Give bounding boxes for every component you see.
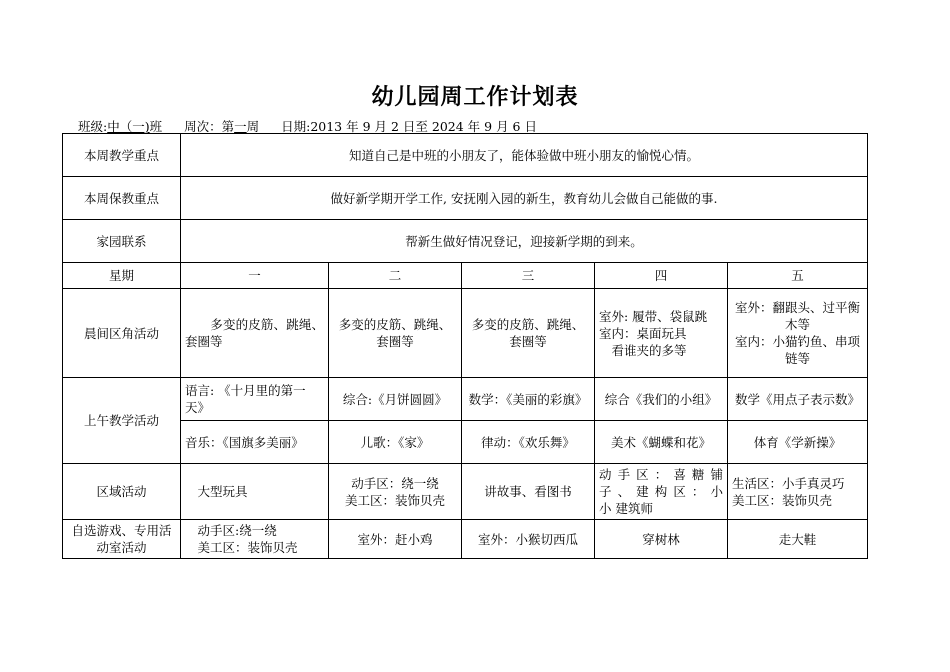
summary-row: [63, 220, 868, 263]
row-label: 本周教学重点: [63, 134, 181, 177]
weekday-header-row: [63, 263, 868, 289]
activity-cell: [329, 464, 462, 520]
activity-cell: 综合《我们的小组》: [595, 378, 728, 421]
activity-cell: 室外：赶小鸡: [329, 520, 462, 559]
class-suffix: 班: [149, 119, 163, 134]
activity-line: 室内：桌面玩具: [599, 325, 687, 341]
row-label: 自选游戏、专用活动室活动: [63, 520, 181, 559]
teaching-row-b: [63, 421, 868, 464]
weekly-plan-table: [62, 133, 868, 559]
activity-line: 美工区：装饰贝壳: [732, 492, 833, 508]
activity-cell: 大型玩具: [181, 464, 329, 520]
summary-value: 做好新学期开学工作, 安抚刚入园的新生，教育幼儿会做自己能做的事.: [181, 177, 868, 220]
activity-cell: [728, 464, 868, 520]
activity-cell: 律动：《欢乐舞》: [462, 421, 595, 464]
class-value: 中（一): [107, 119, 150, 134]
activity-cell: 数学《用点子表示数》: [728, 378, 868, 421]
weekday-header: 一: [181, 263, 329, 289]
free-activity-row: [63, 520, 868, 559]
activity-cell: 室外：小猴切西瓜: [462, 520, 595, 559]
weekday-header: 三: [462, 263, 595, 289]
activity-cell: 多变的皮筋、跳绳、套圈等: [329, 289, 462, 378]
row-label: 家园联系: [63, 220, 181, 263]
activity-line: 生活区：小手真灵巧: [732, 475, 845, 491]
activity-cell: 数学：《美丽的彩旗》: [462, 378, 595, 421]
summary-row: [63, 177, 868, 220]
activity-cell: 多变的皮筋、跳绳、套圈等: [462, 289, 595, 378]
weekday-header: 五: [728, 263, 868, 289]
activity-cell: 语言: 《十月里的第一天》: [181, 378, 329, 421]
row-label: 晨间区角活动: [63, 289, 181, 378]
activity-cell: [595, 289, 728, 378]
activity-line: 室外: 履带、袋鼠跳: [599, 308, 708, 324]
activity-line: 美工区：装饰贝壳: [344, 492, 445, 508]
week-label: 周次：第: [184, 119, 235, 134]
activity-line: 美工区：装饰贝壳: [185, 540, 298, 555]
teaching-row-a: [63, 378, 868, 421]
row-label: 本周保教重点: [63, 177, 181, 220]
summary-value: 知道自己是中班的小朋友了，能体验做中班小朋友的愉悦心情。: [181, 134, 868, 177]
activity-cell: 综合:《月饼圆圆》: [329, 378, 462, 421]
summary-value: 帮新生做好情况登记，迎接新学期的到来。: [181, 220, 868, 263]
activity-line: 室外：翻跟头、过平衡木等: [735, 300, 861, 332]
week-value: 一: [234, 119, 247, 134]
week-suffix: 周: [246, 119, 260, 134]
activity-cell: 讲故事、看图书: [462, 464, 595, 520]
activity-cell: 美术《蝴蝶和花》: [595, 421, 728, 464]
date-range: 日期:2013 年 9 月 2 日至 2024 年 9 月 6 日: [281, 119, 537, 134]
activity-line: 动手区:绕一绕: [185, 523, 277, 538]
activity-cell: [181, 520, 329, 559]
class-label: 班级:: [78, 119, 108, 134]
activity-cell: [728, 289, 868, 378]
activity-cell: 音乐：《国旗多美丽》: [181, 421, 329, 464]
weekday-header: 四: [595, 263, 728, 289]
activity-cell: 走大鞋: [728, 520, 868, 559]
activity-line: 室内：小猫钓鱼、串项链等: [735, 334, 861, 366]
row-label: 区域活动: [63, 464, 181, 520]
area-activity-row: [63, 464, 868, 520]
activity-line: 看谁夹的多等: [599, 342, 687, 358]
weekday-header: 二: [329, 263, 462, 289]
row-label: 上午教学活动: [63, 378, 181, 464]
activity-line: 动手区：绕一绕: [351, 475, 439, 491]
page-title: 幼儿园周工作计划表: [371, 85, 579, 110]
activity-cell: 体育《学新操》: [728, 421, 868, 464]
activity-cell: 儿歌：《家》: [329, 421, 462, 464]
activity-cell: 动 手 区 ： 喜 糖 铺 子 、 建 构 区 ： 小 小 建筑师: [595, 464, 728, 520]
morning-activity-row: [63, 289, 868, 378]
activity-cell: 穿树林: [595, 520, 728, 559]
activity-cell: 多变的皮筋、跳绳、套圈等: [181, 289, 329, 378]
summary-row: [63, 134, 868, 177]
weekday-header-label: 星期: [63, 263, 181, 289]
